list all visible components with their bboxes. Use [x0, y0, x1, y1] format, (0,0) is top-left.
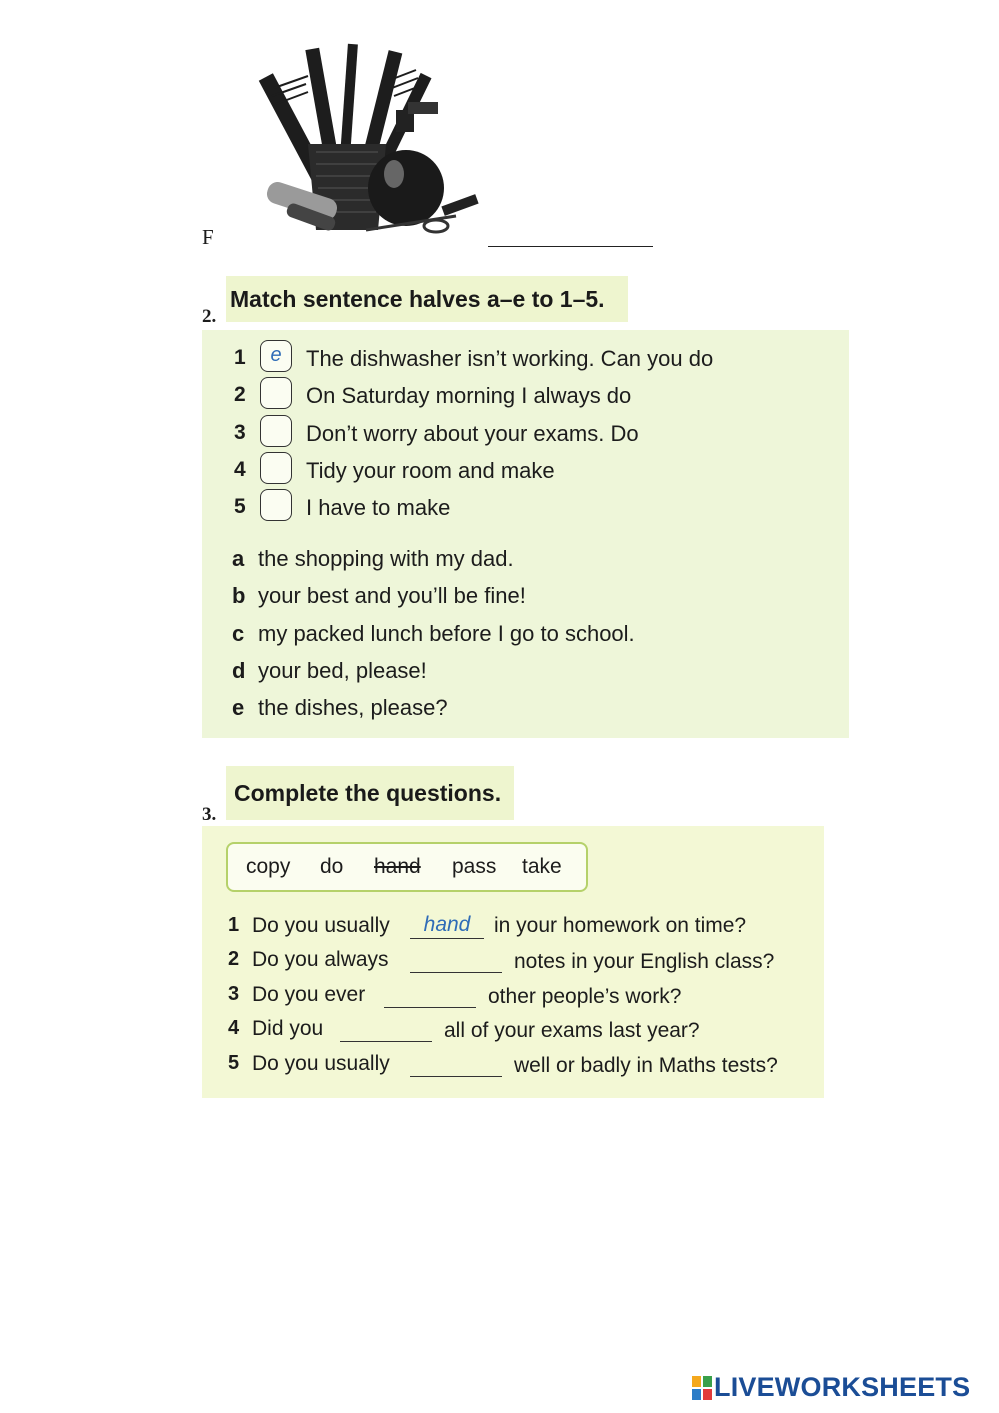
word-box [226, 842, 588, 892]
answer-blank[interactable] [340, 1017, 432, 1042]
question-text-before: Do you always [252, 948, 389, 971]
question-number: 4 [228, 1017, 240, 1039]
item-number: 1 [234, 346, 246, 369]
question-number: 2 [228, 948, 240, 970]
item-number: 3 [234, 421, 246, 444]
section-number: 2. [202, 306, 217, 327]
answer-blank[interactable] [384, 983, 476, 1008]
word-box-item: pass [452, 855, 497, 878]
question-text-before: Did you [252, 1017, 324, 1040]
answer-box[interactable]: e [260, 340, 292, 372]
answer-blank[interactable] [410, 1052, 502, 1077]
question-text-before: Do you usually [252, 1052, 390, 1075]
item-number: 5 [234, 495, 246, 518]
hairdresser-tools-icon [246, 40, 490, 240]
item-text: Tidy your room and make [306, 458, 555, 483]
word-box-item: take [522, 855, 562, 878]
answer-filled: hand [423, 913, 471, 936]
item-text: I have to make [306, 495, 451, 520]
matching-panel [202, 330, 849, 738]
question-text-after: all of your exams last year? [444, 1019, 700, 1042]
answer-box[interactable] [260, 415, 292, 447]
ending-text: my packed lunch before I go to school. [258, 621, 635, 646]
answer-line[interactable] [488, 246, 653, 247]
word-box-item: do [320, 855, 344, 878]
question-number: 1 [228, 914, 240, 936]
answer-blank[interactable] [410, 948, 502, 973]
logo-mark-icon [692, 1376, 712, 1400]
ending-text: the dishes, please? [258, 695, 448, 720]
item-number: 4 [234, 458, 246, 481]
ending-text: your bed, please! [258, 658, 427, 683]
answer-box[interactable] [260, 489, 292, 521]
question-text-before: Do you ever [252, 983, 366, 1006]
question-text-before: Do you usually [252, 914, 390, 937]
question-text-after: other people’s work? [488, 985, 682, 1008]
section-heading [226, 276, 628, 322]
section-heading [226, 766, 514, 820]
question-text-after: well or badly in Maths tests? [514, 1054, 778, 1077]
image-item-letter: F [202, 225, 214, 249]
answer-box[interactable] [260, 377, 292, 409]
item-number: 2 [234, 383, 246, 406]
section-number: 3. [202, 804, 217, 825]
question-number: 5 [228, 1052, 240, 1074]
ending-text: the shopping with my dad. [258, 546, 514, 571]
question-text-after: notes in your English class? [514, 950, 775, 973]
logo-text: LIVEWORKSHEETS [714, 1372, 971, 1402]
answer-box[interactable] [260, 452, 292, 484]
questions-panel [202, 826, 824, 1098]
ending-letter: b [232, 583, 246, 608]
word-box-item-used: hand [374, 855, 421, 878]
item-text: The dishwasher isn’t working. Can you do [306, 346, 714, 371]
heading-text: Complete the questions. [234, 780, 502, 806]
ending-letter: e [232, 695, 245, 720]
question-number: 3 [228, 983, 240, 1005]
ending-letter: d [232, 658, 246, 683]
ending-letter: a [232, 546, 245, 571]
ending-text: your best and you’ll be fine! [258, 583, 526, 608]
item-text: Don’t worry about your exams. Do [306, 421, 639, 446]
question-text-after: in your homework on time? [494, 914, 747, 937]
word-box-item: copy [246, 855, 291, 878]
item-text: On Saturday morning I always do [306, 383, 632, 408]
ending-letter: c [232, 621, 245, 646]
heading-text: Match sentence halves a–e to 1–5. [230, 286, 605, 312]
